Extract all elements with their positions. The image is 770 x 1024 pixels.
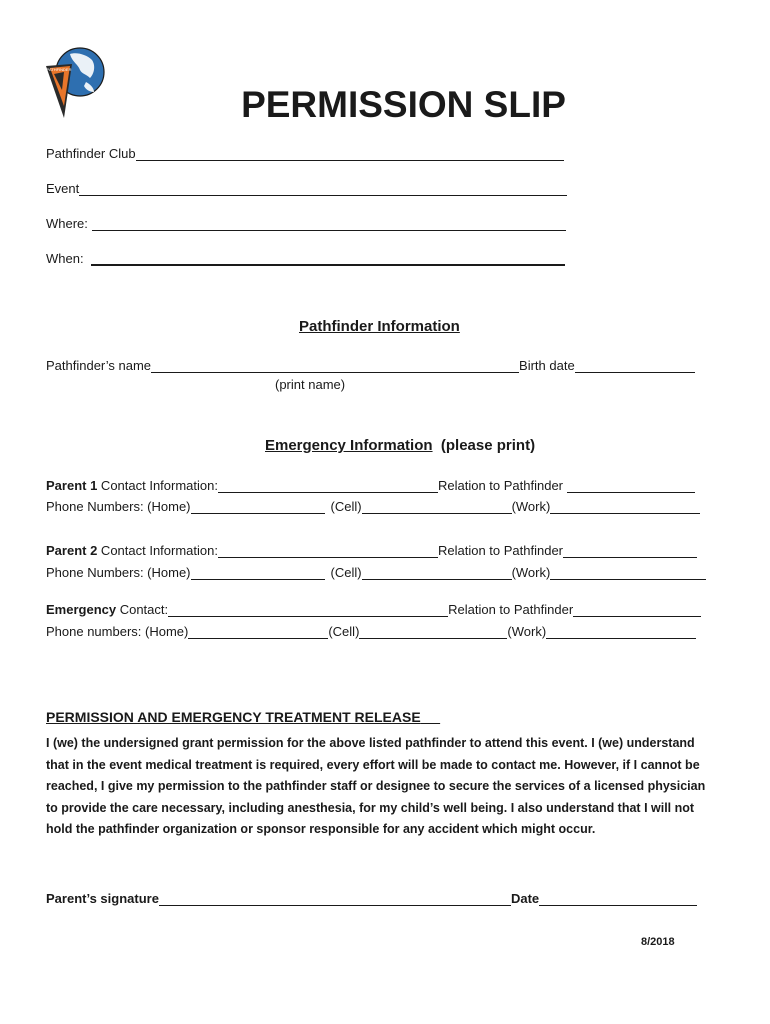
parent2-label: Parent 2 (46, 543, 98, 558)
parent1-phone-row (46, 496, 700, 514)
parent2-contact-input-line[interactable] (218, 543, 438, 558)
emergency-work-label: (Work) (507, 624, 547, 639)
signature-input-line[interactable] (159, 891, 511, 906)
where-field (46, 213, 566, 231)
event-input-line[interactable] (79, 181, 567, 196)
signature-date-input-line[interactable] (539, 891, 697, 906)
print-name-note: (print name) (275, 377, 346, 392)
parent2-work-label: (Work) (511, 565, 551, 580)
pathfinder-info-heading: Pathfinder Information (299, 318, 460, 335)
parent2-cell-label: (Cell) (330, 565, 362, 580)
emergency-info-heading: Emergency Information (please print) (265, 437, 536, 454)
emergency-home-label: Phone numbers: (Home) (46, 624, 189, 639)
parent1-work-label: (Work) (511, 499, 551, 514)
parent2-home-label: Phone Numbers: (Home) (46, 565, 191, 580)
club-label: Pathfinder Club (46, 146, 136, 161)
parent2-contact-label: Contact Information: (97, 543, 218, 558)
release-title: PERMISSION AND EMERGENCY TREATMENT RELEASE (46, 709, 421, 725)
parent1-cell-input-line[interactable] (362, 499, 512, 514)
release-text: I (we) the undersigned grant permission for the above listed pathfinder to attend this event. I (we) understand that in the event medical treatment is required, every effort will be made to contact me. However, if I cannot be reached, I give my permission to the pathfinder staff or designee to secure the services of a licensed physician to provide the care necessary, including anesthesia, for my child’s well being. I also understand that I will not hold the pathfinder organization or sponsor responsible for any accident which might occur. (46, 736, 706, 836)
parent2-relation-input-line[interactable] (563, 543, 697, 558)
club-input-line[interactable] (136, 146, 564, 161)
pathfinder-name-field (46, 355, 695, 373)
club-field (46, 143, 564, 161)
pathfinder-name-input-line[interactable] (151, 358, 519, 373)
parent1-home-label: Phone Numbers: (Home) (46, 499, 191, 514)
event-field (46, 178, 567, 196)
parent1-label: Parent 1 (46, 478, 98, 493)
parent2-contact-row (46, 540, 697, 558)
emergency-cell-input-line[interactable] (359, 624, 507, 639)
logo-text: PATHFINDER (46, 67, 72, 72)
emergency-contact-input-line[interactable] (168, 602, 448, 617)
when-label: When: (46, 251, 84, 266)
parent1-home-input-line[interactable] (191, 499, 325, 514)
emergency-phone-row (46, 621, 696, 639)
when-input-line[interactable] (91, 250, 565, 266)
emergency-home-input-line[interactable] (188, 624, 328, 639)
signature-row (46, 888, 697, 906)
parent1-work-input-line[interactable] (550, 499, 700, 514)
parent2-cell-input-line[interactable] (362, 565, 512, 580)
emergency-relation-label: Relation to Pathfinder (448, 602, 574, 617)
page-title: PERMISSION SLIP (241, 84, 566, 125)
where-input-line[interactable] (92, 216, 566, 231)
parent1-contact-row (46, 475, 695, 493)
birth-date-label: Birth date (519, 358, 575, 373)
emergency-work-input-line[interactable] (546, 624, 696, 639)
signature-date-label: Date (510, 891, 540, 906)
event-label: Event (46, 181, 80, 196)
emergency-cell-label: (Cell) (328, 624, 360, 639)
signature-label: Parent’s signature (46, 891, 159, 906)
parent1-cell-label: (Cell) (330, 499, 362, 514)
revision-date: 8/2018 (641, 936, 675, 948)
emergency-relation-input-line[interactable] (573, 602, 701, 617)
parent2-relation-label: Relation to Pathfinder (437, 543, 564, 558)
when-field (46, 248, 565, 266)
parent1-contact-input-line[interactable] (218, 478, 438, 493)
where-label: Where: (46, 216, 88, 231)
emergency-contact-label: Contact: (116, 602, 169, 617)
parent1-relation-input-line[interactable] (567, 478, 695, 493)
parent2-home-input-line[interactable] (191, 565, 325, 580)
parent2-phone-row (46, 562, 706, 580)
parent1-relation-label: Relation to Pathfinder (437, 478, 564, 493)
parent1-contact-label: Contact Information: (97, 478, 218, 493)
parent2-work-input-line[interactable] (550, 565, 706, 580)
emergency-contact-row (46, 599, 701, 617)
pathfinder-name-label: Pathfinder’s name (46, 358, 152, 373)
emergency-label: Emergency (46, 602, 117, 617)
birth-date-input-line[interactable] (575, 358, 695, 373)
